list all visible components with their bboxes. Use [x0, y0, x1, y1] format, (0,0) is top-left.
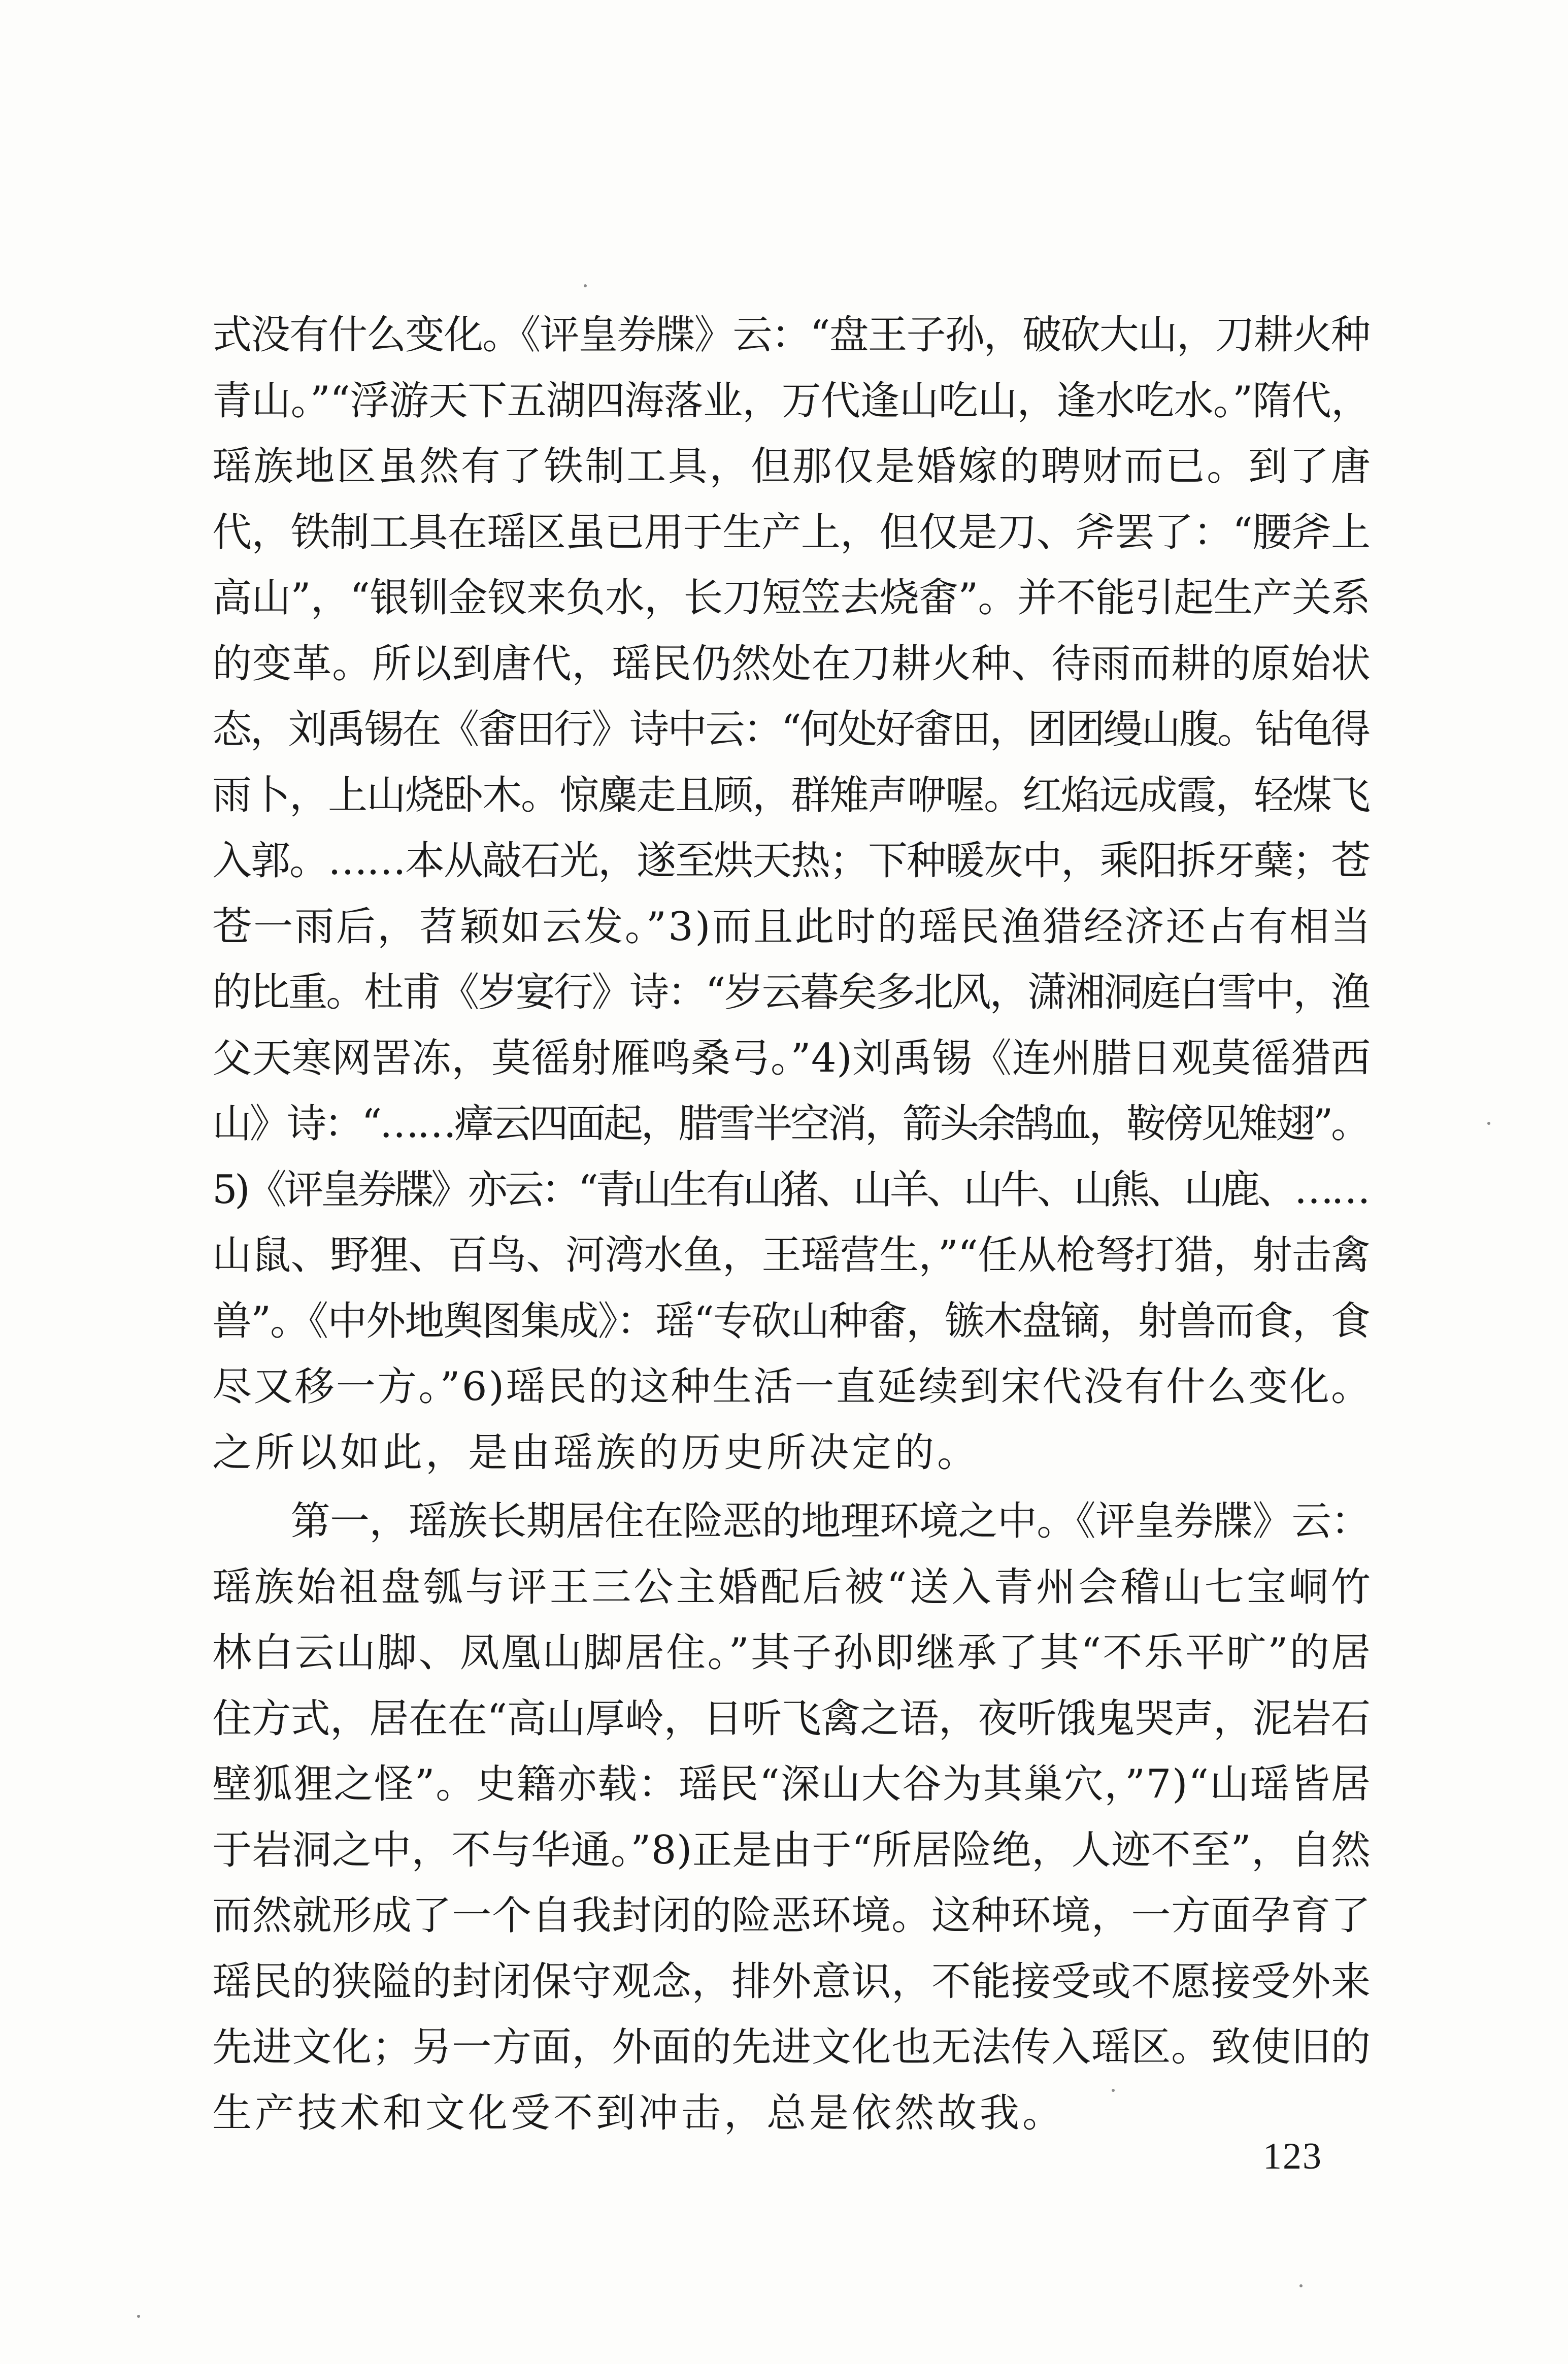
text-line: 山鼠、野狸、百鸟、河湾水鱼，王瑶营生，”“任从枪弩打猎，射击禽	[212, 1233, 1371, 1278]
text-line: 瑶民的狭隘的封闭保守观念，排外意识，不能接受或不愿接受外来	[212, 1958, 1371, 2005]
scan-speck	[137, 2315, 140, 2318]
text-line: 入郭。……本从敲石光，遂至烘天热；下种暖灰中，乘阳拆牙蘖；苍	[212, 838, 1370, 884]
text-line: 瑶族始祖盘瓠与评王三公主婚配后被“送入青州会稽山七宝峒竹	[212, 1564, 1374, 1610]
text-line: 5)《评皇券牒》亦云：“青山生有山猪、山羊、山牛、山熊、山鹿、……	[212, 1167, 1368, 1213]
text-line: 的比重。杜甫《岁宴行》诗：“岁云暮矣多北风，潇湘洞庭白雪中，渔	[212, 970, 1369, 1015]
text-line: 生产技术和文化受不到冲击，总是依然故我。	[212, 2090, 1065, 2136]
text-line: 壁狐狸之怪”。史籍亦载：瑶民“深山大谷为其巢穴，”7)“山瑶皆居	[212, 1761, 1372, 1807]
text-line: 住方式，居在在“高山厚岭，日听飞禽之语，夜听饿鬼哭声，泥岩石	[212, 1695, 1371, 1742]
text-line: 代，铁制工具在瑶区虽已用于生产上，但仅是刀、斧罢了：“腰斧上	[212, 509, 1371, 555]
text-line: 瑶族地区虽然有了铁制工具，但那仅是婚嫁的聘财而已。到了唐	[212, 444, 1373, 489]
text-line: 态，刘禹锡在《畬田行》诗中云：“何处好畬田，团团缦山腹。钻龟得	[212, 707, 1369, 752]
text-line: 于岩洞之中，不与华通。”8)正是由于“所居险绝，人迹不至”，自然	[212, 1827, 1371, 1873]
text-line: 的变革。所以到唐代，瑶民仍然处在刀耕火种、待雨而耕的原始状	[212, 641, 1371, 687]
scan-speck	[1487, 1122, 1490, 1125]
text-line: 尽又移一方。”6)瑶民的这种生活一直延续到宋代没有什么变化。	[212, 1364, 1373, 1410]
text-line: 高山”，“银钏金钗来负水，长刀短笠去烧畬”。并不能引起生产关系	[212, 575, 1371, 621]
text-line: 式没有什么变化。《评皇券牒》云：“盘王子孙，破砍大山，刀耕火种	[212, 312, 1370, 358]
scan-speck	[1112, 2089, 1115, 2092]
text-line: 青山。”“浮游天下五湖四海落业，万代逢山吃山，逢水吃水。”隋代，	[212, 378, 1371, 424]
text-line: 山》诗：“……瘴云四面起，腊雪半空消，箭头余鹄血，鞍傍见雉翅”。	[212, 1101, 1369, 1147]
text-line: 雨卜，上山烧卧木。惊麋走且顾，群雉声咿喔。红焰远成霞，轻煤飞	[212, 772, 1370, 818]
page-number: 123	[1263, 2136, 1322, 2177]
text-line: 父天寒网罟冻，莫徭射雁鸣桑弓。”4)刘禹锡《连州腊日观莫徭猎西	[212, 1035, 1371, 1081]
text-line: 林白云山脚、凤凰山脚居住。”其子孙即继承了其“不乐平旷”的居	[212, 1630, 1373, 1676]
scan-speck	[584, 284, 587, 287]
scan-speck	[1299, 2284, 1303, 2287]
text-line: 兽”。《中外地舆图集成》：瑶“专砍山种畬，镞木盘镝，射兽而食，食	[212, 1298, 1370, 1344]
text-line: 苍一雨后，苕颖如云发。”3)而且此时的瑶民渔猎经济还占有相当	[212, 904, 1373, 950]
text-line: 第一，瑶族长期居住在险恶的地理环境之中。《评皇券牒》云：	[212, 1499, 1371, 1544]
text-line: 之所以如此，是由瑶族的历史所决定的。	[212, 1429, 980, 1476]
text-line: 而然就形成了一个自我封闭的险恶环境。这种环境，一方面孕育了	[212, 1893, 1371, 1939]
text-line: 先进文化；另一方面，外面的先进文化也无法传入瑶区。致使旧的	[212, 2024, 1371, 2070]
